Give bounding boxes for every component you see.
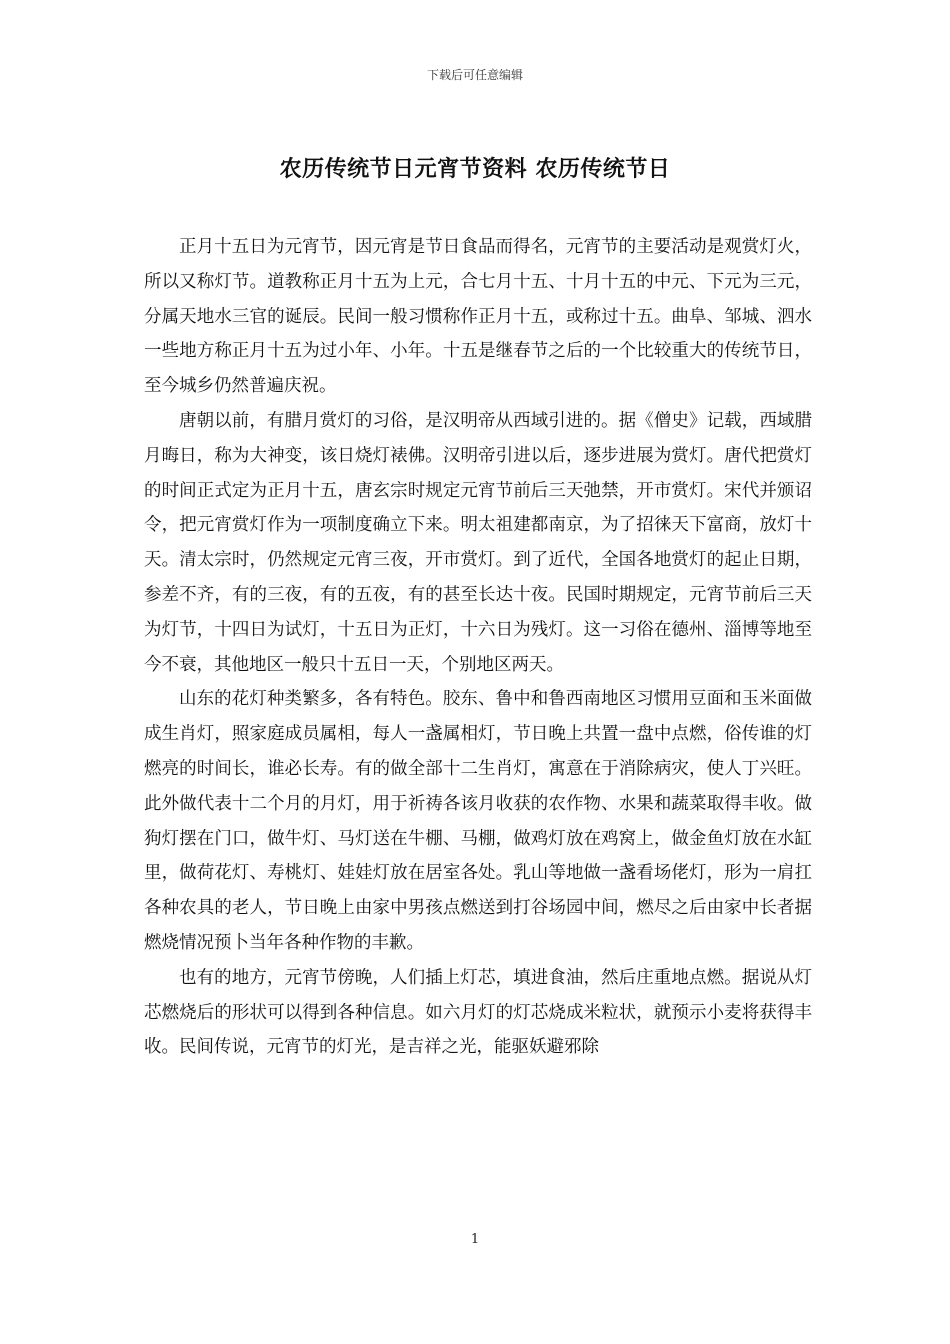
paragraph: 山东的花灯种类繁多，各有特色。胶东、鲁中和鲁西南地区习惯用豆面和玉米面做成生肖灯，照家庭成员属相，每人一盏属相灯，节日晚上共置一盘中点燃，俗传谁的灯燃亮的时间长，谁必长寿。有的做全部十二生肖灯，寓意在于消除病灾，使人丁兴旺。此外做代表十二个月的月灯，用于祈祷各该月收获的农作物、水果和蔬菜取得丰收。做狗灯摆在门口，做牛灯、马灯送在牛棚、马棚，做鸡灯放在鸡窝上，做金鱼灯放在水缸里，做荷花灯、寿桃灯、娃娃灯放在居室各处。乳山等地做一盏看场佬灯，形为一肩扛各种农具的老人，节日晚上由家中男孩点燃送到打谷场园中间，燃尽之后由家中长者据燃烧情况预卜当年各种作物的丰歉。 [144, 689, 812, 953]
page-header: 下载后可任意编辑 [426, 68, 523, 82]
paragraph: 也有的地方，元宵节傍晚，人们插上灯芯，填进食油，然后庄重地点燃。据说从灯芯燃烧后的形状可以得到各种信息。如六月灯的灯芯烧成米粒状，就预示小麦将获得丰收。民间传说，元宵节的灯光，是吉祥之光，能驱妖避邪除 [144, 967, 812, 1058]
document-title: 农历传统节日元宵节资料 农历传统节日 [279, 156, 671, 182]
page-number: 1 [470, 1232, 480, 1247]
document-body [144, 230, 812, 1065]
paragraph: 唐朝以前，有腊月赏灯的习俗，是汉明帝从西域引进的。据《僧史》记载，西域腊月晦日，称为大神变，该日烧灯裱佛。汉明帝引进以后，逐步进展为赏灯。唐代把赏灯的时间正式定为正月十五，唐玄宗时规定元宵节前后三天弛禁，开市赏灯。宋代并颁诏令，把元宵赏灯作为一项制度确立下来。明太祖建都南京，为了招徕天下富商，放灯十天。清太宗时，仍然规定元宵三夜，开市赏灯。到了近代，全国各地赏灯的起止日期，参差不齐，有的三夜，有的五夜，有的甚至长达十夜。民国时期规定，元宵节前后三天为灯节，十四日为试灯，十五日为正灯，十六日为残灯。这一习俗在德州、淄博等地至今不衰，其他地区一般只十五日一天，个别地区两天。 [144, 410, 812, 675]
paragraph: 正月十五日为元宵节，因元宵是节日食品而得名，元宵节的主要活动是观赏灯火，所以又称灯节。道教称正月十五为上元，合七月十五、十月十五的中元、下元为三元，分属天地水三官的诞辰。民间一般习惯称作正月十五，或称过十五。曲阜、邹城、泗水一些地方称正月十五为过小年、小年。十五是继春节之后的一个比较重大的传统节日，至今城乡仍然普遍庆祝。 [144, 237, 812, 397]
